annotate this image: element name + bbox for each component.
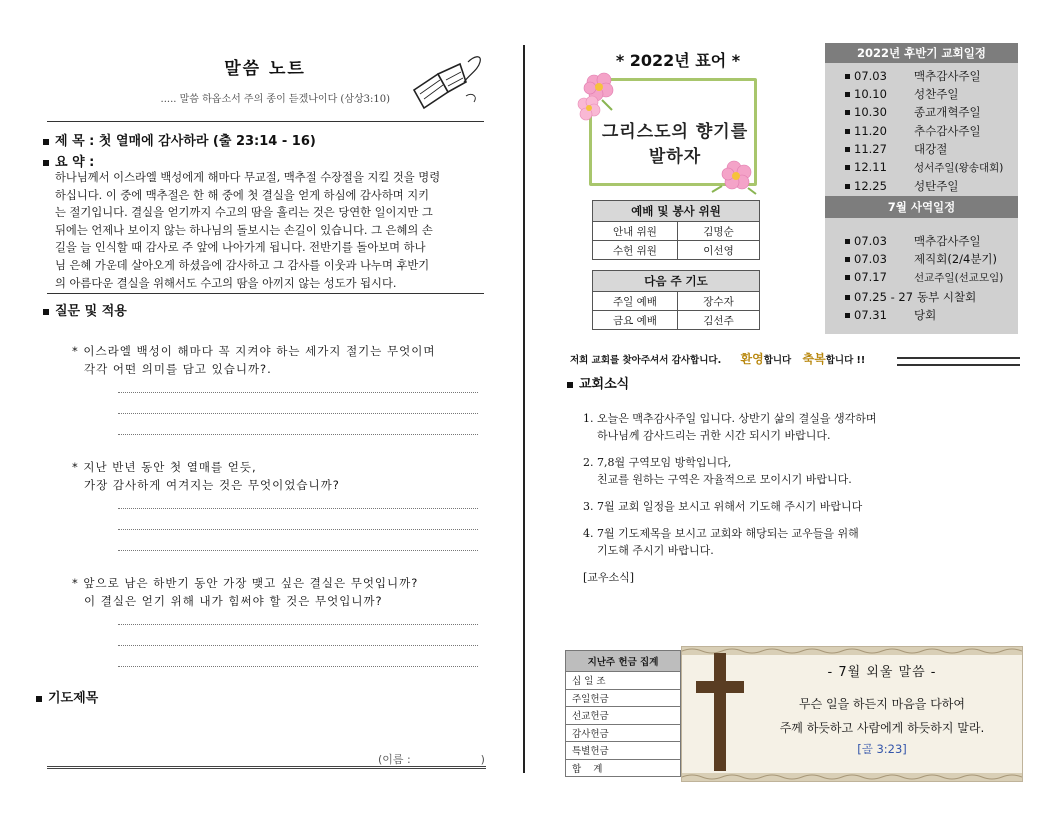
bullet-icon (845, 313, 850, 318)
schedule-date: 07.31 (854, 307, 887, 322)
answer-line[interactable] (118, 434, 478, 435)
summary-line: 길을 늘 인식할 때 감사로 주 앞에 나아가게 됩니다. 전반기를 돌아보며 하나 (55, 241, 426, 255)
bullet-icon (845, 110, 850, 115)
table-cell: 십 일 조 (566, 672, 681, 690)
summary-line: 의 아름다운 결실을 위해서도 수고의 땀을 아끼지 않는 성도가 됩시다. (55, 276, 397, 290)
schedule-date: 12.25 (854, 179, 887, 194)
summary-line: 하십니다. 이 중에 맥추절은 한 해 중에 첫 결실을 얻게 하심에 감사하며 지키 (55, 188, 430, 202)
bullet-icon (36, 696, 42, 702)
sermon-title-text: 제 목 : 첫 열매에 감사하라 (출 23:14 - 16) (55, 134, 316, 149)
welcome-rule (897, 357, 1020, 366)
flower-decoration-icon (572, 70, 772, 200)
question-line: * 이스라엘 백성이 해마다 꼭 지켜야 하는 세가지 절기는 무엇이며 (72, 344, 436, 358)
summary-heading (43, 151, 94, 170)
news-line: 친교를 원하는 구역은 자율적으로 모이시기 바랍니다. (597, 473, 852, 486)
table-cell: 수헌 위원 (593, 241, 678, 260)
news-label: 교회소식 (579, 377, 630, 392)
schedule-event: 당회 (914, 307, 937, 322)
question-line: 이 결실은 얻기 위해 내가 힘써야 할 것은 무엇입니까? (84, 594, 383, 608)
news-line: 기도해 주시기 바랍니다. (597, 544, 714, 557)
schedule-event: 종교개혁주일 (914, 105, 981, 120)
schedule-item (845, 67, 1018, 85)
summary-line: 는 절기입니다. 결실을 얻기까지 수고의 땀을 흘리는 것은 당연한 일이지만 그 (55, 206, 433, 220)
table-cell: 장수자 (678, 292, 760, 311)
open-book-icon (408, 52, 488, 110)
schedule-item (845, 158, 1018, 177)
news-heading (567, 373, 629, 392)
verse-line: 무슨 일을 하든지 마음을 다하여 (799, 697, 965, 711)
table-cell: 감사헌금 (566, 724, 681, 742)
bullet-icon (567, 382, 573, 388)
bullet-icon (845, 295, 850, 300)
table-cell: 김선주 (678, 311, 760, 330)
bullet-icon (845, 74, 850, 79)
question-line: 가장 감사하게 여겨지는 것은 무엇이었습니까? (84, 478, 340, 492)
cross-icon (696, 653, 744, 773)
question-2 (72, 458, 340, 494)
question-line: 각각 어떤 의미를 담고 있습니까?. (84, 362, 272, 376)
question-1 (72, 342, 435, 378)
verse-title: - 7월 외울 말씀 - (827, 665, 937, 680)
schedule-item (845, 306, 1018, 324)
schedule-item (845, 232, 1018, 250)
schedule-date: 07.03 (854, 252, 887, 267)
schedule-date: 10.30 (854, 105, 887, 120)
motto-text: 그리스도의 향기를 발하자 (601, 122, 749, 167)
news-item (583, 454, 983, 488)
verse-reference: [골 3:23] (857, 742, 907, 756)
schedule-date: 10.10 (854, 87, 887, 102)
worship-committee-table (592, 200, 760, 260)
schedule-event: 맥추감사주일 (914, 69, 981, 83)
question-3 (72, 574, 418, 610)
table-cell: 주일 예배 (593, 292, 678, 311)
question-line: * 지난 반년 동안 첫 열매를 얻듯, (72, 460, 257, 474)
news-list (583, 410, 983, 586)
table-header: 다음 주 기도 (593, 271, 760, 292)
welcome-banner (570, 350, 865, 367)
answer-line[interactable] (118, 645, 478, 646)
schedule-item (845, 103, 1018, 121)
answer-line[interactable] (118, 392, 478, 393)
table-cell: 주일헌금 (566, 689, 681, 707)
answer-line[interactable] (118, 508, 478, 509)
schedule-list (825, 218, 1018, 324)
welcome-text: 저희 교회를 찾아주셔서 감사합니다. (570, 355, 722, 366)
page-title: 말씀 노트 (224, 59, 306, 79)
welcome-word: 환영 (740, 352, 764, 366)
answer-line[interactable] (118, 413, 478, 414)
second-half-schedule (825, 43, 1018, 196)
bullet-icon (845, 147, 850, 152)
schedule-date: 07.03 (854, 234, 887, 248)
schedule-date: 07.17 (854, 270, 887, 285)
schedule-date: 11.20 (854, 123, 887, 138)
news-line: 3. 7월 교회 일정을 보시고 위해서 기도해 주시기 바랍니다 (583, 500, 863, 513)
bullet-icon (845, 239, 850, 244)
table-header: 예배 및 봉사 위원 (593, 201, 760, 222)
page-divider (523, 45, 525, 773)
schedule-item (845, 268, 1018, 287)
motto-title: * 2022년 표어 * (615, 51, 741, 70)
bullet-icon (845, 184, 850, 189)
summary-line: 님 은혜 가운데 살아오게 하셨음에 감사하고 그 감사를 이웃과 나누며 후반기 (55, 258, 430, 272)
table-cell: 김명순 (678, 222, 760, 241)
summary-line: 하나님께서 이스라엘 백성에게 해마다 무교절, 맥추절 수장절을 지킬 것을 명령 (55, 171, 441, 184)
schedule-event: 성서주일(왕송대회) (914, 162, 1004, 175)
offering-table (565, 650, 681, 777)
schedule-header: 7월 사역일정 (825, 196, 1018, 218)
bullet-icon (845, 257, 850, 262)
table-cell: 이선영 (678, 241, 760, 260)
schedule-event: 맥추감사주일 (914, 234, 981, 248)
bullet-icon (845, 129, 850, 134)
table-header: 지난주 헌금 집계 (566, 651, 681, 672)
welcome-text: 합니다 !! (825, 355, 866, 366)
welcome-text: 합니다 (763, 355, 792, 366)
schedule-event: 동부 시찰회 (917, 289, 977, 304)
schedule-item (845, 250, 1018, 268)
table-cell: 합 계 (566, 759, 681, 777)
bullet-icon (43, 139, 49, 145)
news-item (583, 410, 983, 444)
schedule-event: 제직회(2/4분기) (914, 252, 998, 267)
schedule-date: 12.11 (854, 160, 887, 175)
summary-label: 요 약 : (55, 155, 95, 170)
table-cell: 선교헌금 (566, 707, 681, 725)
header-rule (47, 121, 484, 122)
questions-label: 질문 및 적용 (55, 304, 127, 319)
july-schedule (825, 196, 1018, 334)
schedule-date: 07.03 (854, 69, 887, 83)
sermon-title (43, 130, 316, 149)
schedule-item (845, 140, 1018, 158)
schedule-event: 추수감사주일 (914, 123, 981, 138)
bullet-icon (845, 275, 850, 280)
schedule-event: 선교주일(선교모임) (914, 272, 1004, 285)
answer-line[interactable] (118, 624, 478, 625)
answer-line[interactable] (118, 666, 478, 667)
schedule-event: 성찬주일 (914, 87, 959, 102)
name-field[interactable]: (이름 : ) (378, 753, 485, 766)
bullet-icon (43, 309, 49, 315)
prayer-label: 기도제목 (48, 691, 99, 706)
schedule-item (845, 288, 1018, 306)
bullet-icon (845, 165, 850, 170)
schedule-item (845, 85, 1018, 103)
schedule-item (845, 177, 1018, 195)
schedule-item (845, 122, 1018, 140)
news-tag: [교우소식] (583, 571, 635, 584)
questions-heading (43, 300, 127, 319)
bullet-icon (43, 160, 49, 166)
schedule-event: 성탄주일 (914, 179, 959, 194)
summary-text (55, 169, 480, 292)
schedule-event: 대강절 (914, 141, 948, 156)
news-item (583, 498, 983, 515)
schedule-list (825, 63, 1018, 195)
news-line: 하나님께 감사드리는 귀한 시간 되시기 바랍니다. (597, 429, 831, 442)
summary-line: 뒤에는 언제나 보이지 않는 하나님의 돌보시는 손길이 있습니다. 그 은혜의 손 (55, 223, 433, 237)
next-week-prayer-table (592, 270, 760, 330)
answer-line[interactable] (118, 550, 478, 551)
table-cell: 안내 위원 (593, 222, 678, 241)
question-line: * 앞으로 남은 하반기 동안 가장 맺고 싶은 결실은 무엇입니까? (72, 576, 419, 590)
table-cell: 특별헌금 (566, 742, 681, 760)
subtitle-verse: ..... 말씀 하옵소서 주의 종이 듣겠나이다 (삼상3:10) (160, 94, 390, 105)
news-line: 1. 오늘은 맥추감사주일 입니다. 상반기 삶의 결실을 생각하며 (583, 412, 877, 425)
prayer-heading (36, 687, 98, 706)
verse-line: 주께 하듯하고 사람에게 하듯하지 말라. (779, 721, 985, 735)
news-line: 2. 7,8월 구역모임 방학입니다, (583, 456, 732, 469)
answer-line[interactable] (118, 529, 478, 530)
schedule-date: 11.27 (854, 141, 887, 156)
schedule-date: 07.25 - 27 (854, 289, 914, 304)
footer-rule (47, 766, 486, 769)
memory-verse-card (681, 646, 1023, 782)
schedule-header: 2022년 후반기 교회일정 (825, 43, 1018, 63)
blessing-word: 축복 (802, 352, 826, 366)
summary-rule (47, 293, 484, 294)
news-item (583, 525, 983, 559)
news-line: 4. 7월 기도제목을 보시고 교회와 해당되는 교우들을 위해 (583, 527, 859, 540)
table-cell: 금요 예배 (593, 311, 678, 330)
bullet-icon (845, 92, 850, 97)
